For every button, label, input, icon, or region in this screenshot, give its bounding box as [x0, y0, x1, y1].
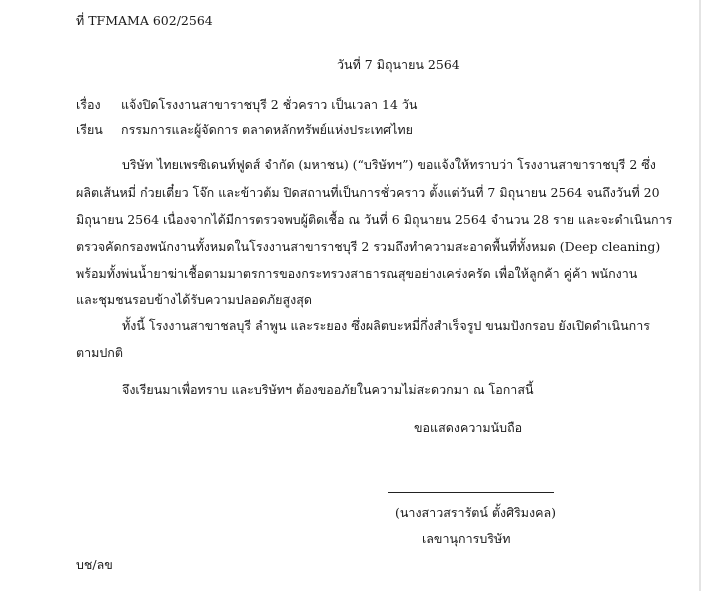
recipient-text: กรรมการและผู้จัดการ ตลาดหลักทรัพย์แห่งประเทศไทย	[121, 122, 413, 137]
paragraph-line: และชุมชนรอบข้างได้รับความปลอดภัยสูงสุด	[76, 292, 312, 307]
subject-text: แจ้งปิดโรงงานสาขาราชบุรี 2 ชั่วคราว เป็นเวลา 14 วัน	[121, 97, 418, 112]
paragraph-line: บริษัท ไทยเพรซิเดนท์ฟูดส์ จำกัด (มหาชน) (“บริษัทฯ”) ขอแจ้งให้ทราบว่า โรงงานสาขาราชบุรี 2 ซึ่ง	[122, 157, 656, 172]
letter-date: วันที่ 7 มิถุนายน 2564	[337, 57, 460, 72]
paragraph-line: มิถุนายน 2564 เนื่องจากได้มีการตรวจพบผู้ติดเชื้อ ณ วันที่ 6 มิถุนายน 2564 จำนวน 28 ราย และจะดำเนินการ	[76, 212, 673, 227]
signature-line	[388, 492, 554, 493]
paragraph-line: ตรวจคัดกรองพนักงานทั้งหมดในโรงงานสาขาราชบุรี 2 รวมถึงทำความสะอาดพื้นที่ทั้งหมด (Deep cleaning)	[76, 239, 661, 254]
paragraph-line: ผลิตเส้นหมี่ ก๋วยเตี๋ยว โจ๊ก และข้าวต้ม ปิดสถานที่เป็นการชั่วคราว ตั้งแต่วันที่ 7 มิถุนายน 2564 จนถึงวันที่ 20	[76, 185, 660, 200]
paragraph-line: ทั้งนี้ โรงงานสาขาชลบุรี ลำพูน และระยอง ซึ่งผลิตบะหมี่กึ่งสำเร็จรูป ขนมปังกรอบ ยังเปิดดำเนินการ	[122, 318, 650, 333]
reference-number: ที่ TFMAMA 602/2564	[76, 13, 213, 28]
signatory-title: เลขานุการบริษัท	[422, 531, 511, 546]
footer-code: บช/ลข	[76, 557, 113, 572]
recipient-label: เรียน	[76, 122, 103, 137]
closing-statement: จึงเรียนมาเพื่อทราบ และบริษัทฯ ต้องขออภัยในความไม่สะดวกมา ณ โอกาสนี้	[122, 382, 534, 397]
closing-salutation: ขอแสดงความนับถือ	[414, 420, 523, 435]
subject-label: เรื่อง	[76, 97, 101, 112]
signatory-name: (นางสาวสรารัตน์ ตั้งศิริมงคล)	[395, 505, 557, 520]
paragraph-line: ตามปกติ	[76, 345, 123, 360]
paragraph-line: พร้อมทั้งพ่นน้ำยาฆ่าเชื้อตามมาตรการของกระทรวงสาธารณสุขอย่างเคร่งครัด เพื่อให้ลูกค้า คู่ค้า พนักงาน	[76, 266, 638, 281]
